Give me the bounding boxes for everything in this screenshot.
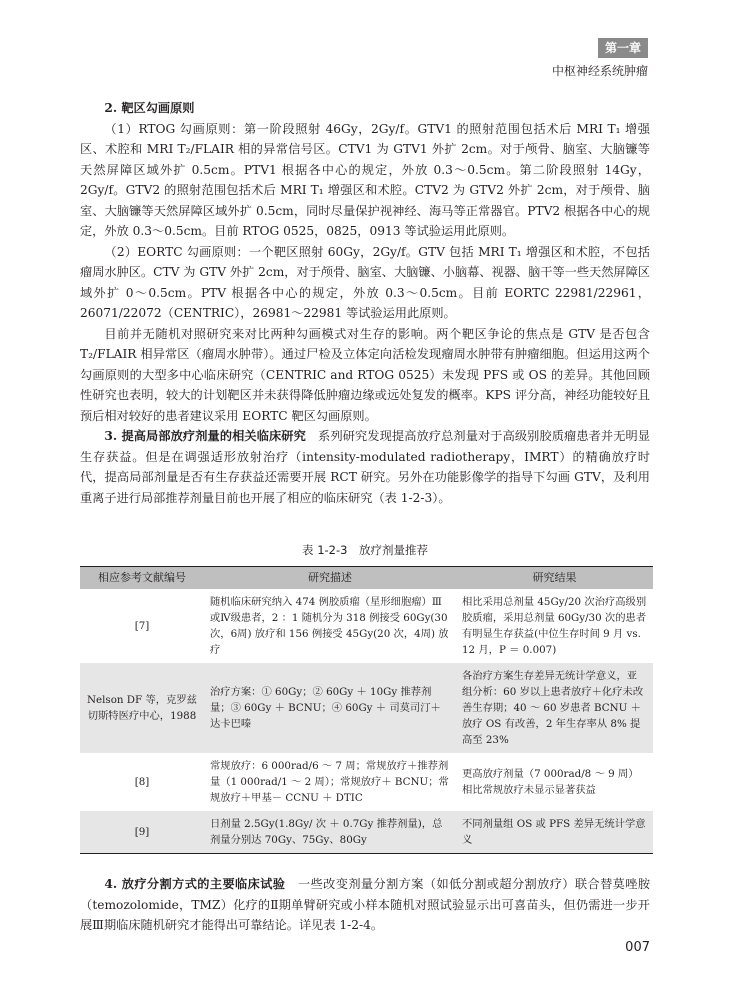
header-result: 研究结果: [456, 567, 653, 590]
page-number: 007: [625, 940, 650, 955]
table-row: [80, 753, 653, 811]
section-3-body: 系列研究发现提高放疗总剂量对于高级别胶质瘤患者并无明显生存获益。但是在调强适形放射治疗（intensity-modulated radiotherapy，IMRT）的精确放疗时代，提高局部剂量是否有生存获益还需要开展 RCT 研究。另外在功能影像学的指导下勾画 GTV，及利用重离子进行局部推荐剂量目前也开展了相应的临床研究（表 1-2-3）。: [80, 429, 651, 505]
cell-desc: 日剂量 2.5Gy(1.8Gy/ 次 ＋ 0.7Gy 推荐剂量)，总剂量分别达 70Gy、75Gy、80Gy: [204, 811, 456, 854]
comparison-paragraph: 目前并无随机对照研究来对比两种勾画模式对生存的影响。两个靶区争论的焦点是 GTV 是否包含 T₂/FLAIR 相异常区（瘤周水肿带）。通过尸检及立体定向活检发现瘤周水肿带有肿瘤细胞。但运用这两个勾画原则的大型多中心临床研究（CENTRIC and RTOG 0525）未发现 PFS 或 OS 的差异。其他回顾性研究也表明，较大的计划靶区并未获得降低肿瘤边缘或远处复发的概率。KPS 评分高，神经功能较好且预后相对较好的患者建议采用 EORTC 靶区勾画原则。: [80, 326, 650, 423]
section-4-body: 一些改变剂量分割方案（如低分割或超分割放疗）联合替莫唑胺（temozolomide，TMZ）化疗的Ⅱ期单臂研究或小样本随机对照试验显示出可喜苗头，但仍需进一步开展Ⅲ期临床随机研究才能得出可靠结论。详见表 1-2-4。: [80, 877, 651, 932]
chapter-label: 第一章: [598, 38, 648, 58]
cell-ref: [9]: [80, 811, 204, 854]
cell-result: 不同剂量组 OS 或 PFS 差异无统计学意义: [456, 811, 653, 854]
table-row: [80, 811, 653, 854]
dose-table: [80, 566, 653, 854]
cell-ref: Nelson DF 等，克罗兹切斯特医疗中心，1988: [80, 663, 204, 753]
cell-desc: 随机临床研究纳入 474 例胶质瘤（星形细胞瘤）Ⅲ或Ⅳ级患者，2 ：1 随机分为 318 例接受 60Gy(30次，6周) 放疗和 156 例接受 45Gy(20 次，4周) 放疗: [210, 596, 449, 656]
table-row: [80, 589, 653, 663]
header-desc: 研究描述: [204, 567, 456, 590]
section-4-paragraph: [80, 874, 650, 936]
section-3-heading: 3. 提高局部放疗剂量的相关临床研究: [104, 429, 306, 443]
table-row: [80, 663, 653, 753]
eortc-principle-paragraph: （2）EORTC 勾画原则：一个靶区照射 60Gy，2Gy/f。GTV 包括 MRI T₁ 增强区和术腔，不包括瘤周水肿区。CTV 为 GTV 外扩 2cm，对于颅骨、脑室、大脑镰、小脑幕、视器、脑干等一些天然屏障区域外扩 0～0.5cm。PTV 根据各中心的规定，外放 0.3～0.5cm。目前 EORTC 22981/22961，26071/22072（CENTRIC），26981～22981 等试验运用此原则。: [80, 244, 650, 320]
header-ref: 相应参考文献编号: [80, 567, 204, 590]
cell-desc: 治疗方案：① 60Gy；② 60Gy ＋ 10Gy 推荐剂量；③ 60Gy ＋ BCNU；④ 60Gy ＋ 司莫司汀＋达卡巴嗪: [204, 663, 456, 753]
section-2-heading: 2. 靶区勾画原则: [104, 101, 195, 115]
cell-result: 相比采用总剂量 45Gy/20 次治疗高级别胶质瘤，采用总剂量 60Gy/30 次的患者有明显生存获益(中位生存时间 9 月 vs. 12 月，P ＝ 0.007): [462, 596, 647, 656]
section-3-paragraph: [80, 426, 650, 508]
cell-result: 各治疗方案生存差异无统计学意义，亚组分析：60 岁以上患者放疗＋化疗未改善生存期；40 ～ 60 岁患者 BCNU ＋放疗 OS 有改善，2 年生存率从 8% 提高至 23%: [456, 663, 653, 753]
cell-desc: 常规放疗：6 000rad/6 ～ 7 周；常规放疗＋推荐剂量（1 000rad/1 ～ 2 周）；常规放疗＋ BCNU；常规放疗＋甲基－ CCNU ＋ DTIC: [210, 760, 449, 804]
page-content: [80, 98, 650, 936]
section-4-heading: 4. 放疗分割方式的主要临床试验: [104, 877, 286, 891]
table-caption: 表 1-2-3 放疗剂量推荐: [302, 543, 428, 557]
table-header-row: [80, 567, 653, 590]
chapter-title: 中枢神经系统肿瘤: [551, 64, 648, 78]
rtog-principle-paragraph: （1）RTOG 勾画原则：第一阶段照射 46Gy，2Gy/f。GTV1 的照射范围包括术后 MRI T₁ 增强区、术腔和 MRI T₂/FLAIR 相的异常信号区。CTV1 为 GTV1 外扩 2cm。对于颅骨、脑室、大脑镰等天然屏障区域外扩 0.5cm。PTV1 根据各中心的规定，外放 0.3～0.5cm。第二阶段照射 14Gy，2Gy/f。GTV2 的照射范围包括术后 MRI T₁ 增强区和术腔。CTV2 为 GTV2 外扩 2cm，对于颅骨、脑室、大脑镰等天然屏障区域外扩 0.5cm，同时尽量保护视神经、海马等正常器官。PTV2 根据各中心的规定，外放 0.3～0.5cm。目前 RTOG 0525，0825，0913 等试验运用此原则。: [80, 121, 650, 238]
cell-ref: [7]: [134, 620, 150, 632]
cell-result: 更高放疗剂量（7 000rad/8 ～ 9 周）相比常规放疗未显示显著获益: [462, 768, 639, 796]
cell-ref: [8]: [134, 776, 150, 788]
